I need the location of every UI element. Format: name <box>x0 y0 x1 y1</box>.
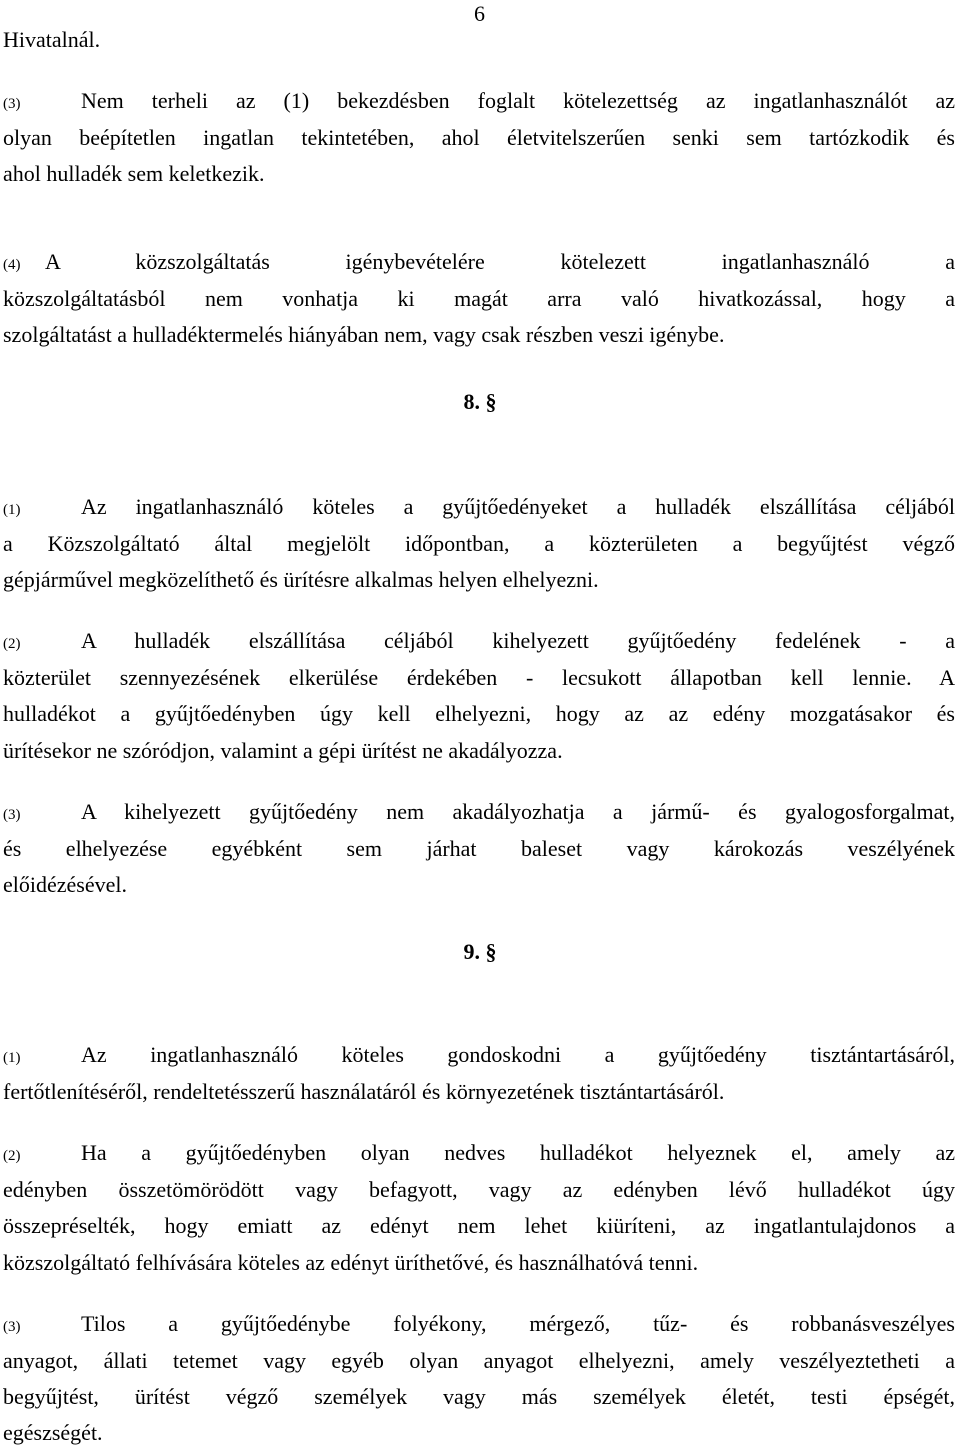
paragraph-text: ahol hulladék sem keletkezik. <box>3 161 265 186</box>
paragraph-number: (3) <box>3 1319 21 1335</box>
paragraph-text: begyűjtést, ürítést végző személyek vagy más személyek életét, testi épségét, <box>3 1384 955 1409</box>
paragraph-text: fertőtlenítéséről, rendeltetésszerű használatáról és környezetének tisztántartásáról. <box>3 1079 725 1104</box>
paragraph-number: (1) <box>3 502 21 518</box>
paragraph-text: anyagot, állati tetemet vagy egyéb olyan anyagot elhelyezni, amely veszélyeztetheti a <box>3 1348 955 1373</box>
paragraph-text: szolgáltatást a hulladéktermelés hiányában nem, vagy csak részben veszi igénybe. <box>3 322 725 347</box>
paragraph-text: ürítésekor ne szóródjon, valamint a gépi ürítést ne akadályozza. <box>3 738 563 763</box>
paragraph-text: A hulladék elszállítása céljából kihelyezett gyűjtőedény fedelének - a <box>81 628 955 653</box>
paragraph-number: (2) <box>3 1148 21 1164</box>
paragraph-text: Tilos a gyűjtőedénybe folyékony, mérgező, tűz- és robbanásveszélyes <box>81 1311 955 1336</box>
paragraph-text: összepréselték, hogy emiatt az edényt nem lehet kiüríteni, az ingatlantulajdonos a <box>3 1213 955 1238</box>
section-heading-8: 8. § <box>463 389 497 414</box>
paragraph-text: gépjárművel megközelíthető és ürítésre alkalmas helyen elhelyezni. <box>3 567 599 592</box>
paragraph-text: edényben összetömörödött vagy befagyott, vagy az edényben lévő hulladékot úgy <box>3 1177 955 1202</box>
carry-over-text: Hivatalnál. <box>3 27 101 52</box>
paragraph-text: A kihelyezett gyűjtőedény nem akadályozhatja a jármű- és gyalogosforgalmat, <box>81 799 955 824</box>
paragraph-text: egészségét. <box>3 1420 103 1445</box>
section-heading-9: 9. § <box>463 939 497 964</box>
paragraph-text: olyan beépítetlen ingatlan tekintetében, ahol életvitelszerűen senki sem tartózkodik és <box>3 125 955 150</box>
paragraph-number: (2) <box>3 636 21 652</box>
paragraph-number: (3) <box>3 807 21 823</box>
paragraph-text: Nem terheli az (1) bekezdésben foglalt kötelezettség az ingatlanhasználót az <box>81 88 955 113</box>
paragraph-text: előidézésével. <box>3 872 127 897</box>
paragraph-text: hulladékot a gyűjtőedényben úgy kell elhelyezni, hogy az az edény mozgatásakor és <box>3 701 955 726</box>
paragraph-text: közszolgáltatásból nem vonhatja ki magát arra való hivatkozással, hogy a <box>3 286 955 311</box>
paragraph-text: Az ingatlanhasználó köteles gondoskodni a gyűjtőedény tisztántartásáról, <box>81 1042 955 1067</box>
paragraph-number: (3) <box>3 96 21 112</box>
paragraph-text: A közszolgáltatás igénybevételére kötelezett ingatlanhasználó a <box>45 249 955 274</box>
paragraph-number: (4) <box>3 257 21 273</box>
paragraph-text: a Közszolgáltató által megjelölt időpontban, a közterületen a begyűjtést végző <box>3 531 955 556</box>
paragraph-text: és elhelyezése egyébként sem járhat baleset vagy károkozás veszélyének <box>3 836 955 861</box>
paragraph-number: (1) <box>3 1050 21 1066</box>
page-number: 6 <box>474 1 485 26</box>
paragraph-text: közszolgáltató felhívására köteles az edényt üríthetővé, és használhatóvá tenni. <box>3 1250 699 1275</box>
paragraph-text: Az ingatlanhasználó köteles a gyűjtőedényeket a hulladék elszállítása céljából <box>81 494 955 519</box>
paragraph-text: Ha a gyűjtőedényben olyan nedves hulladékot helyeznek el, amely az <box>81 1140 955 1165</box>
paragraph-text: közterület szennyezésének elkerülése érdekében - lecsukott állapotban kell lennie. A <box>3 665 955 690</box>
